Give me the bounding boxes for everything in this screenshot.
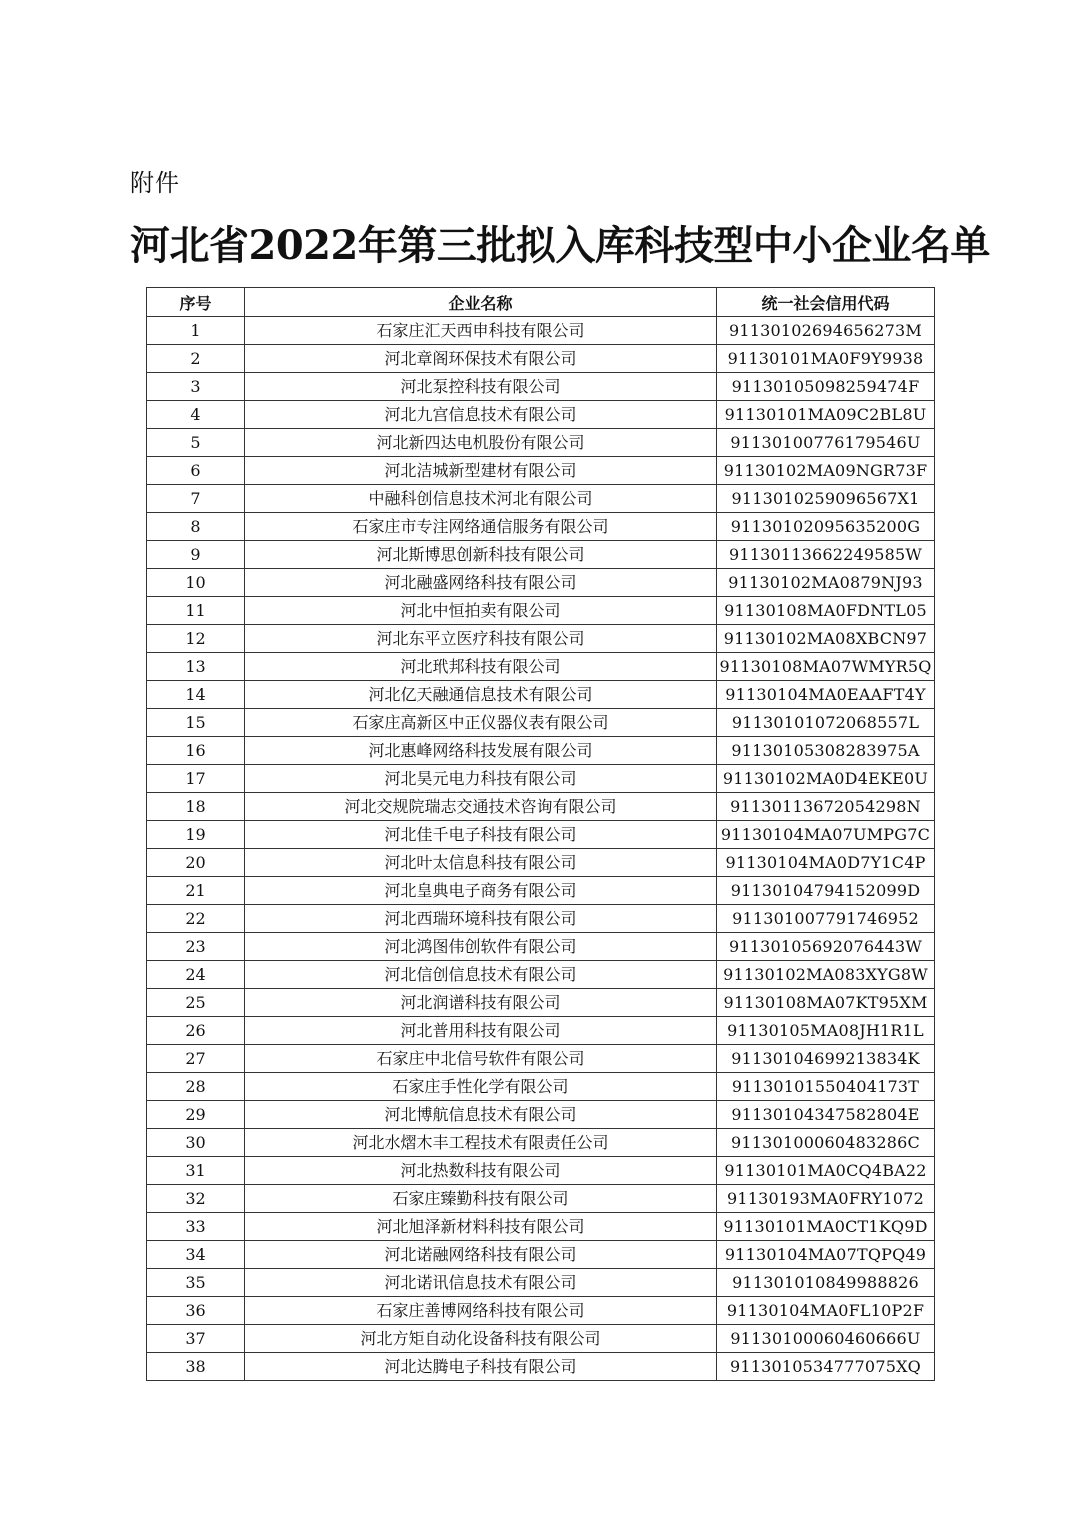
credit-code-cell: 91130113672054298N [717,793,935,821]
credit-code-cell: 91130102095635200G [717,513,935,541]
table-row [147,317,935,345]
credit-code-cell: 91130104794152099D [717,877,935,905]
company-name-cell: 石家庄高新区中正仪器仪表有限公司 [245,709,717,737]
company-name-cell: 河北亿天融通信息技术有限公司 [245,681,717,709]
serial-number-cell: 28 [147,1073,245,1101]
company-name-cell: 石家庄中北信号软件有限公司 [245,1045,717,1073]
credit-code-cell: 91130102MA0879NJ93 [717,569,935,597]
credit-code-cell: 91130108MA0FDNTL05 [717,597,935,625]
company-name-cell: 河北普用科技有限公司 [245,1017,717,1045]
table-row [147,877,935,905]
table-row [147,457,935,485]
company-name-cell: 石家庄市专注网络通信服务有限公司 [245,513,717,541]
table-row [147,989,935,1017]
credit-code-cell: 91130105692076443W [717,933,935,961]
serial-number-cell: 27 [147,1045,245,1073]
table-row [147,597,935,625]
serial-number-cell: 23 [147,933,245,961]
company-name-cell: 石家庄手性化学有限公司 [245,1073,717,1101]
company-name-cell: 河北交规院瑞志交通技术咨询有限公司 [245,793,717,821]
table-row [147,1157,935,1185]
credit-code-cell: 9113010259096567X1 [717,485,935,513]
credit-code-cell: 91130104347582804E [717,1101,935,1129]
company-name-cell: 河北玳邦科技有限公司 [245,653,717,681]
serial-number-cell: 29 [147,1101,245,1129]
company-name-cell: 河北融盛网络科技有限公司 [245,569,717,597]
company-name-cell: 河北泵控科技有限公司 [245,373,717,401]
serial-number-cell: 33 [147,1213,245,1241]
serial-number-cell: 26 [147,1017,245,1045]
credit-code-cell: 91130105MA08JH1R1L [717,1017,935,1045]
header-serial-number: 序号 [147,288,245,317]
company-name-cell: 河北信创信息技术有限公司 [245,961,717,989]
serial-number-cell: 37 [147,1325,245,1353]
company-name-cell: 河北昊元电力科技有限公司 [245,765,717,793]
table-row [147,373,935,401]
table-row [147,625,935,653]
table-row [147,793,935,821]
credit-code-cell: 91130102MA09NGR73F [717,457,935,485]
serial-number-cell: 17 [147,765,245,793]
serial-number-cell: 15 [147,709,245,737]
company-name-cell: 河北鸿图伟创软件有限公司 [245,933,717,961]
table-row [147,765,935,793]
table-row [147,1073,935,1101]
credit-code-cell: 91130102MA08XBCN97 [717,625,935,653]
company-name-cell: 河北叶太信息科技有限公司 [245,849,717,877]
company-name-cell: 中融科创信息技术河北有限公司 [245,485,717,513]
table-row [147,737,935,765]
table-row [147,429,935,457]
table-row [147,681,935,709]
serial-number-cell: 12 [147,625,245,653]
table-row [147,933,935,961]
serial-number-cell: 36 [147,1297,245,1325]
company-name-cell: 河北九宫信息技术有限公司 [245,401,717,429]
credit-code-cell: 91130105098259474F [717,373,935,401]
table-body [147,317,935,1381]
credit-code-cell: 91130113662249585W [717,541,935,569]
table-row [147,653,935,681]
table-row [147,513,935,541]
company-name-cell: 河北润谱科技有限公司 [245,989,717,1017]
table-row [147,1269,935,1297]
serial-number-cell: 3 [147,373,245,401]
company-name-cell: 河北水熠木丰工程技术有限责任公司 [245,1129,717,1157]
company-name-cell: 河北中恒拍卖有限公司 [245,597,717,625]
company-name-cell: 河北方矩自动化设备科技有限公司 [245,1325,717,1353]
serial-number-cell: 31 [147,1157,245,1185]
serial-number-cell: 4 [147,401,245,429]
table-row [147,1129,935,1157]
table-row [147,401,935,429]
serial-number-cell: 1 [147,317,245,345]
table-row [147,1185,935,1213]
serial-number-cell: 6 [147,457,245,485]
serial-number-cell: 11 [147,597,245,625]
table-row [147,1045,935,1073]
serial-number-cell: 14 [147,681,245,709]
credit-code-cell: 91130104699213834K [717,1045,935,1073]
company-name-cell: 河北皇典电子商务有限公司 [245,877,717,905]
serial-number-cell: 38 [147,1353,245,1381]
header-row [147,288,935,317]
company-list-table [146,287,935,1381]
credit-code-cell: 91130104MA07UMPG7C [717,821,935,849]
document-title: 河北省2022年第三批拟入库科技型中小企业名单 [130,222,990,269]
table-row [147,709,935,737]
serial-number-cell: 32 [147,1185,245,1213]
serial-number-cell: 13 [147,653,245,681]
serial-number-cell: 18 [147,793,245,821]
table-row [147,1297,935,1325]
serial-number-cell: 34 [147,1241,245,1269]
table-row [147,1325,935,1353]
serial-number-cell: 35 [147,1269,245,1297]
credit-code-cell: 91130100060483286C [717,1129,935,1157]
credit-code-cell: 91130104MA0FL10P2F [717,1297,935,1325]
company-name-cell: 河北东平立医疗科技有限公司 [245,625,717,653]
table-row [147,905,935,933]
company-name-cell: 河北热数科技有限公司 [245,1157,717,1185]
credit-code-cell: 91130193MA0FRY1072 [717,1185,935,1213]
table-row [147,541,935,569]
header-credit-code: 统一社会信用代码 [717,288,935,317]
serial-number-cell: 25 [147,989,245,1017]
table-row [147,485,935,513]
serial-number-cell: 16 [147,737,245,765]
credit-code-cell: 91130101MA0F9Y9938 [717,345,935,373]
table-row [147,849,935,877]
credit-code-cell: 91130108MA07KT95XM [717,989,935,1017]
credit-code-cell: 91130101MA0CQ4BA22 [717,1157,935,1185]
company-name-cell: 河北诺融网络科技有限公司 [245,1241,717,1269]
credit-code-cell: 91130101550404173T [717,1073,935,1101]
serial-number-cell: 20 [147,849,245,877]
company-name-cell: 河北西瑞环境科技有限公司 [245,905,717,933]
credit-code-cell: 91130105308283975A [717,737,935,765]
company-name-cell: 河北章阁环保技术有限公司 [245,345,717,373]
credit-code-cell: 91130104MA07TQPQ49 [717,1241,935,1269]
serial-number-cell: 10 [147,569,245,597]
company-name-cell: 石家庄汇天西申科技有限公司 [245,317,717,345]
credit-code-cell: 9113010534777075XQ [717,1353,935,1381]
serial-number-cell: 21 [147,877,245,905]
company-name-cell: 河北斯博思创新科技有限公司 [245,541,717,569]
credit-code-cell: 91130104MA0EAAFT4Y [717,681,935,709]
company-name-cell: 河北洁城新型建材有限公司 [245,457,717,485]
credit-code-cell: 91130100060460666U [717,1325,935,1353]
serial-number-cell: 19 [147,821,245,849]
serial-number-cell: 2 [147,345,245,373]
table-row [147,1213,935,1241]
company-name-cell: 石家庄臻勤科技有限公司 [245,1185,717,1213]
table-row [147,1101,935,1129]
credit-code-cell: 911301007791746952 [717,905,935,933]
table-row [147,821,935,849]
table-row [147,345,935,373]
serial-number-cell: 5 [147,429,245,457]
company-name-cell: 河北佳千电子科技有限公司 [245,821,717,849]
credit-code-cell: 91130104MA0D7Y1C4P [717,849,935,877]
company-name-cell: 河北博航信息技术有限公司 [245,1101,717,1129]
company-name-cell: 石家庄善博网络科技有限公司 [245,1297,717,1325]
serial-number-cell: 9 [147,541,245,569]
credit-code-cell: 91130101MA0CT1KQ9D [717,1213,935,1241]
company-name-cell: 河北新四达电机股份有限公司 [245,429,717,457]
credit-code-cell: 911301010849988826 [717,1269,935,1297]
header-company-name: 企业名称 [245,288,717,317]
table-row [147,569,935,597]
table-row [147,961,935,989]
credit-code-cell: 91130102694656273M [717,317,935,345]
table-row [147,1017,935,1045]
credit-code-cell: 91130100776179546U [717,429,935,457]
attachment-label: 附件 [130,169,180,197]
credit-code-cell: 91130102MA0D4EKE0U [717,765,935,793]
table-header [147,288,935,317]
serial-number-cell: 7 [147,485,245,513]
credit-code-cell: 91130102MA083XYG8W [717,961,935,989]
serial-number-cell: 8 [147,513,245,541]
serial-number-cell: 30 [147,1129,245,1157]
credit-code-cell: 91130108MA07WMYR5Q [717,653,935,681]
serial-number-cell: 24 [147,961,245,989]
company-name-cell: 河北旭泽新材料科技有限公司 [245,1213,717,1241]
company-name-cell: 河北达腾电子科技有限公司 [245,1353,717,1381]
table-row [147,1353,935,1381]
serial-number-cell: 22 [147,905,245,933]
table-row [147,1241,935,1269]
credit-code-cell: 91130101MA09C2BL8U [717,401,935,429]
company-name-cell: 河北诺讯信息技术有限公司 [245,1269,717,1297]
credit-code-cell: 91130101072068557L [717,709,935,737]
company-name-cell: 河北惠峰网络科技发展有限公司 [245,737,717,765]
